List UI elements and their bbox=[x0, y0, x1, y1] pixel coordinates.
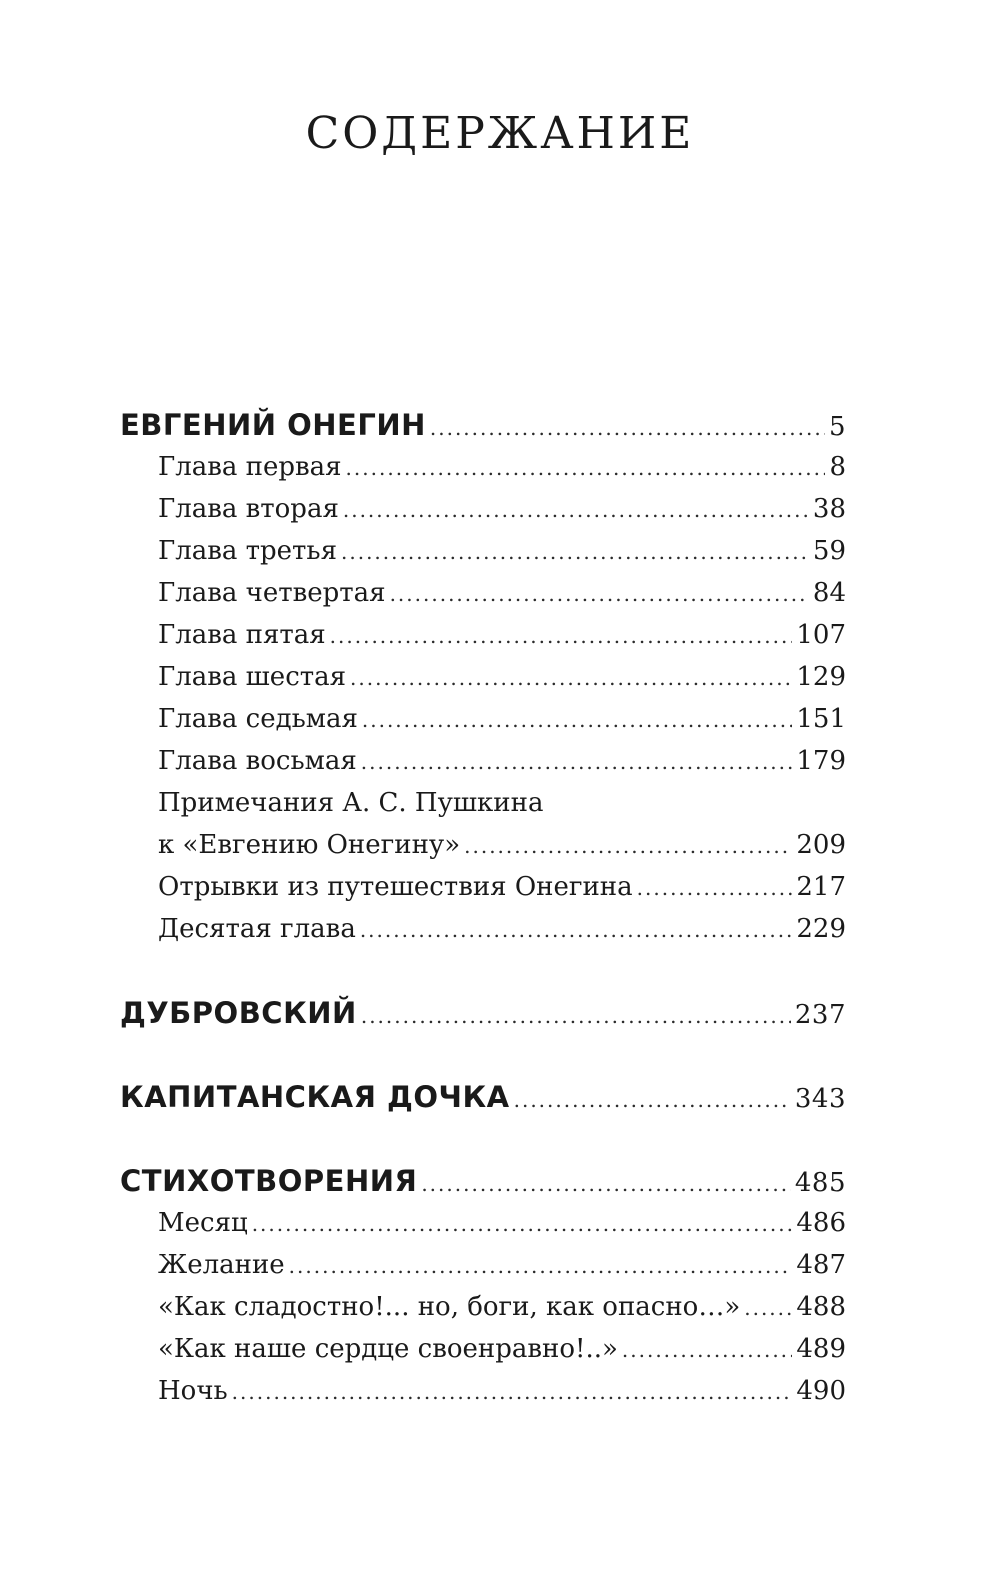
toc-entry[interactable] bbox=[120, 824, 846, 866]
entry-label: Отрывки из путешествия Онегина bbox=[158, 872, 633, 902]
toc-entry-major[interactable] bbox=[120, 992, 846, 1034]
page-number: 343 bbox=[794, 1084, 846, 1114]
dot-leader bbox=[346, 447, 826, 489]
entry-label: Глава восьмая bbox=[158, 746, 357, 776]
dot-leader bbox=[362, 699, 792, 741]
dot-leader bbox=[744, 1287, 792, 1329]
dot-leader bbox=[622, 1329, 792, 1371]
toc-entry-major[interactable] bbox=[120, 1076, 846, 1118]
toc-section-poems bbox=[120, 1160, 846, 1412]
entry-label: «Как сладостно!... но, боги, как опасно…» bbox=[158, 1292, 741, 1322]
dot-leader bbox=[343, 489, 809, 531]
table-of-contents bbox=[120, 404, 846, 1412]
toc-entry[interactable] bbox=[120, 866, 846, 908]
page-number: 486 bbox=[796, 1208, 846, 1238]
page-number: 489 bbox=[796, 1334, 846, 1364]
dot-leader bbox=[361, 741, 793, 783]
page-number: 84 bbox=[812, 578, 846, 608]
entry-label: Глава третья bbox=[158, 536, 337, 566]
entry-label-line1: Примечания А. С. Пушкина bbox=[158, 788, 544, 818]
page-number: 488 bbox=[796, 1292, 846, 1322]
dot-leader bbox=[514, 1079, 791, 1121]
entry-label: Глава пятая bbox=[158, 620, 326, 650]
page-number: 487 bbox=[796, 1250, 846, 1280]
toc-section-evgeny-onegin bbox=[120, 404, 846, 950]
dot-leader bbox=[360, 909, 793, 951]
page-number: 38 bbox=[812, 494, 846, 524]
page-number: 229 bbox=[796, 914, 846, 944]
dot-leader bbox=[289, 1245, 793, 1287]
dot-leader bbox=[637, 867, 793, 909]
entry-label: к «Евгению Онегину» bbox=[158, 830, 461, 860]
page-number: 8 bbox=[829, 452, 846, 482]
dot-leader bbox=[232, 1371, 793, 1413]
entry-label: Глава первая bbox=[158, 452, 342, 482]
toc-entry[interactable] bbox=[120, 614, 846, 656]
dot-leader bbox=[464, 825, 792, 867]
toc-section-captains-daughter bbox=[120, 1076, 846, 1118]
toc-entry[interactable] bbox=[120, 1202, 846, 1244]
toc-section-dubrovsky bbox=[120, 992, 846, 1034]
section-title: ЕВГЕНИЙ ОНЕГИН bbox=[120, 408, 426, 442]
dot-leader bbox=[390, 573, 809, 615]
toc-entry[interactable] bbox=[120, 656, 846, 698]
toc-entry-major[interactable] bbox=[120, 1160, 846, 1202]
page-number: 217 bbox=[796, 872, 846, 902]
entry-label: Глава вторая bbox=[158, 494, 339, 524]
page-number: 59 bbox=[812, 536, 846, 566]
section-title: ДУБРОВСКИЙ bbox=[120, 996, 357, 1030]
page-number: 490 bbox=[796, 1376, 846, 1406]
toc-entry[interactable] bbox=[120, 1244, 846, 1286]
entry-label: Ночь bbox=[158, 1376, 228, 1406]
entry-label: «Как наше сердце своенравно!..» bbox=[158, 1334, 618, 1364]
dot-leader bbox=[421, 1163, 791, 1205]
page-number: 209 bbox=[796, 830, 846, 860]
entry-label: Желание bbox=[158, 1250, 285, 1280]
toc-entry[interactable] bbox=[120, 1286, 846, 1328]
toc-entry[interactable] bbox=[120, 488, 846, 530]
entry-label: Глава шестая bbox=[158, 662, 347, 692]
dot-leader bbox=[341, 531, 809, 573]
dot-leader bbox=[330, 615, 793, 657]
toc-entry-first-line[interactable] bbox=[120, 782, 846, 824]
toc-entry[interactable] bbox=[120, 1328, 846, 1370]
page-number: 485 bbox=[794, 1168, 846, 1198]
toc-entry[interactable] bbox=[120, 446, 846, 488]
dot-leader bbox=[350, 657, 792, 699]
page-number: 151 bbox=[796, 704, 846, 734]
page-number: 5 bbox=[828, 412, 846, 442]
section-title: СТИХОТВОРЕНИЯ bbox=[120, 1164, 418, 1198]
toc-entry[interactable] bbox=[120, 908, 846, 950]
toc-entry-major[interactable] bbox=[120, 404, 846, 446]
dot-leader bbox=[361, 995, 791, 1037]
page-number: 129 bbox=[796, 662, 846, 692]
dot-leader bbox=[430, 407, 825, 449]
entry-label: Глава седьмая bbox=[158, 704, 358, 734]
page-number: 237 bbox=[794, 1000, 846, 1030]
page-number: 179 bbox=[796, 746, 846, 776]
dot-leader bbox=[252, 1203, 793, 1245]
toc-entry[interactable] bbox=[120, 530, 846, 572]
entry-label: Десятая глава bbox=[158, 914, 356, 944]
entry-label: Месяц bbox=[158, 1208, 248, 1238]
section-title: КАПИТАНСКАЯ ДОЧКА bbox=[120, 1080, 510, 1114]
toc-entry[interactable] bbox=[120, 698, 846, 740]
page-title: СОДЕРЖАНИЕ bbox=[305, 108, 695, 159]
entry-label: Глава четвертая bbox=[158, 578, 386, 608]
toc-entry[interactable] bbox=[120, 1370, 846, 1412]
toc-entry[interactable] bbox=[120, 740, 846, 782]
toc-entry[interactable] bbox=[120, 572, 846, 614]
page-number: 107 bbox=[796, 620, 846, 650]
